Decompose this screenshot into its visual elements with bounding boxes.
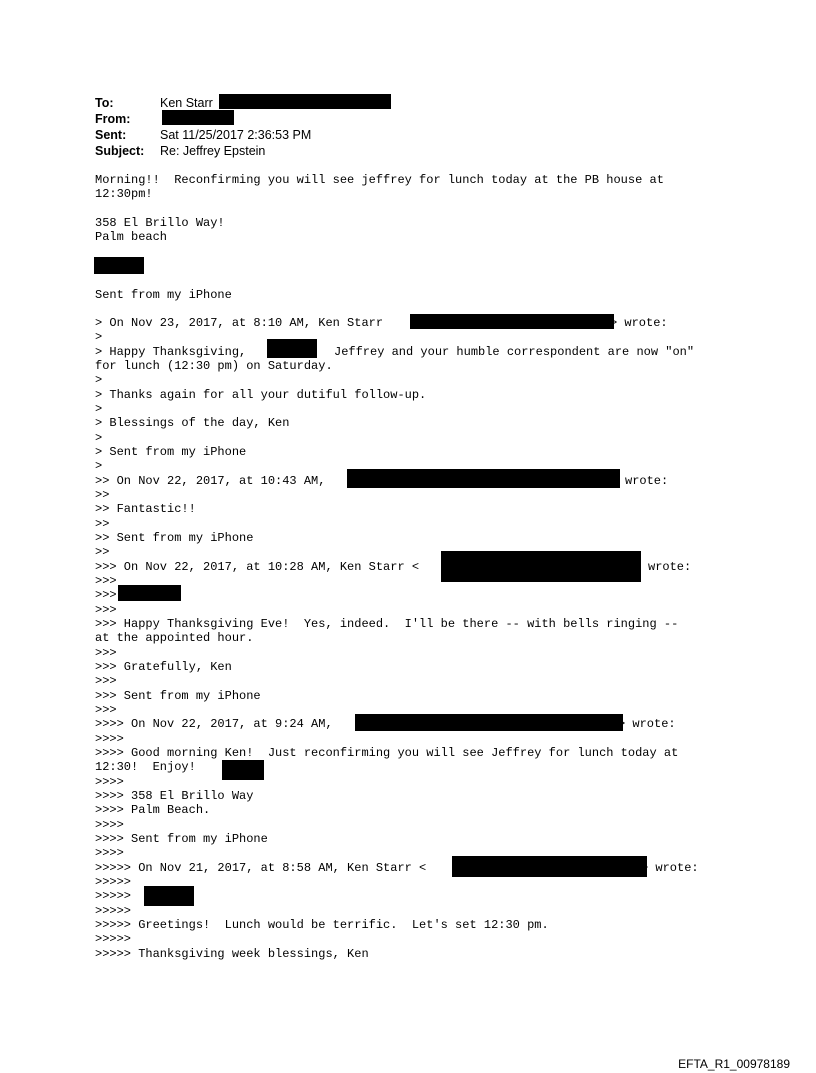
redaction-box (94, 257, 144, 274)
body-line: > (95, 431, 103, 445)
body-line: >>>>> Thanksgiving week blessings, Ken (95, 947, 369, 961)
body-line: >>>> Palm Beach. (95, 803, 211, 817)
sent-label: Sent: (95, 128, 127, 142)
body-line: Palm beach (95, 230, 168, 244)
redaction-box (222, 760, 264, 780)
body-line: >> Fantastic!! (95, 502, 196, 516)
body-line: >>>> (95, 846, 124, 860)
to-label: To: (95, 96, 114, 110)
body-line: Sent from my iPhone (95, 288, 232, 302)
body-line: wrote: (648, 560, 692, 574)
subject-value: Re: Jeffrey Epstein (160, 144, 266, 158)
body-line: >>> (95, 574, 117, 588)
body-line: > wrote: (610, 316, 668, 330)
body-line: 12:30! Enjoy! (95, 760, 196, 774)
redaction-box (144, 886, 194, 906)
body-line: >>> On Nov 22, 2017, at 10:28 AM, Ken Starr < (95, 560, 420, 574)
body-line: >>> Gratefully, Ken (95, 660, 232, 674)
body-line: >>>>> On Nov 21, 2017, at 8:58 AM, Ken Starr < (95, 861, 427, 875)
body-line: >>>> (95, 818, 124, 832)
body-line: >> (95, 488, 110, 502)
body-line: >>>>> (95, 889, 132, 903)
body-line: >> (95, 545, 110, 559)
subject-label: Subject: (95, 144, 145, 158)
body-line: >>> Sent from my iPhone (95, 689, 261, 703)
body-line: >> Sent from my iPhone (95, 531, 254, 545)
body-line: 12:30pm! (95, 187, 153, 201)
body-line: > Thanks again for all your dutiful follow-up. (95, 388, 427, 402)
redaction-box (355, 714, 623, 731)
body-line: > Blessings of the day, Ken (95, 416, 290, 430)
body-line: >>>>> Greetings! Lunch would be terrific. Let's set 12:30 pm. (95, 918, 549, 932)
body-line: > (95, 330, 103, 344)
body-line: >>> (95, 674, 117, 688)
body-line: >>> (95, 603, 117, 617)
body-line: > On Nov 23, 2017, at 8:10 AM, Ken Starr (95, 316, 384, 330)
body-line: for lunch (12:30 pm) on Saturday. (95, 359, 333, 373)
body-line: >>>>> (95, 875, 132, 889)
body-line: >>>> Good morning Ken! Just reconfirming you will see Jeffrey for lunch today at (95, 746, 679, 760)
from-label: From: (95, 112, 131, 126)
body-line: 358 El Brillo Way! (95, 216, 225, 230)
redaction-box (347, 469, 620, 488)
body-line: > wrote: (641, 861, 699, 875)
body-line: >>>> (95, 775, 124, 789)
body-line: > (95, 373, 103, 387)
body-line: >>>>> (95, 904, 132, 918)
body-line: >>> (95, 646, 117, 660)
body-line: >>>> (95, 732, 124, 746)
body-line: > wrote: (618, 717, 676, 731)
redaction-box (410, 314, 614, 329)
body-line: >> On Nov 22, 2017, at 10:43 AM, (95, 474, 326, 488)
body-line: >>>> On Nov 22, 2017, at 9:24 AM, (95, 717, 333, 731)
body-line: wrote: (625, 474, 669, 488)
body-line: > (95, 402, 103, 416)
to-value: Ken Starr (160, 96, 213, 110)
body-line: > Happy Thanksgiving, (95, 345, 247, 359)
body-line: Jeffrey and your humble correspondent are now "on" (334, 345, 695, 359)
body-line: >>>> Sent from my iPhone (95, 832, 268, 846)
body-line: at the appointed hour. (95, 631, 254, 645)
redaction-box (219, 94, 391, 109)
body-line: >>> (95, 588, 117, 602)
body-line: > Sent from my iPhone (95, 445, 247, 459)
redaction-box (441, 551, 641, 582)
body-line: >>>> 358 El Brillo Way (95, 789, 254, 803)
redaction-box (452, 856, 647, 877)
document-id: EFTA_R1_00978189 (678, 1057, 790, 1071)
body-line: >>> Happy Thanksgiving Eve! Yes, indeed. I'll be there -- with bells ringing -- (95, 617, 679, 631)
body-line: >> (95, 517, 110, 531)
body-line: >>>>> (95, 932, 132, 946)
redaction-box (267, 339, 317, 358)
body-line: >>> (95, 703, 117, 717)
body-line: > (95, 459, 103, 473)
body-line: Morning!! Reconfirming you will see jeffrey for lunch today at the PB house at (95, 173, 664, 187)
redaction-box (162, 110, 234, 125)
sent-value: Sat 11/25/2017 2:36:53 PM (160, 128, 312, 142)
redaction-box (118, 585, 181, 601)
